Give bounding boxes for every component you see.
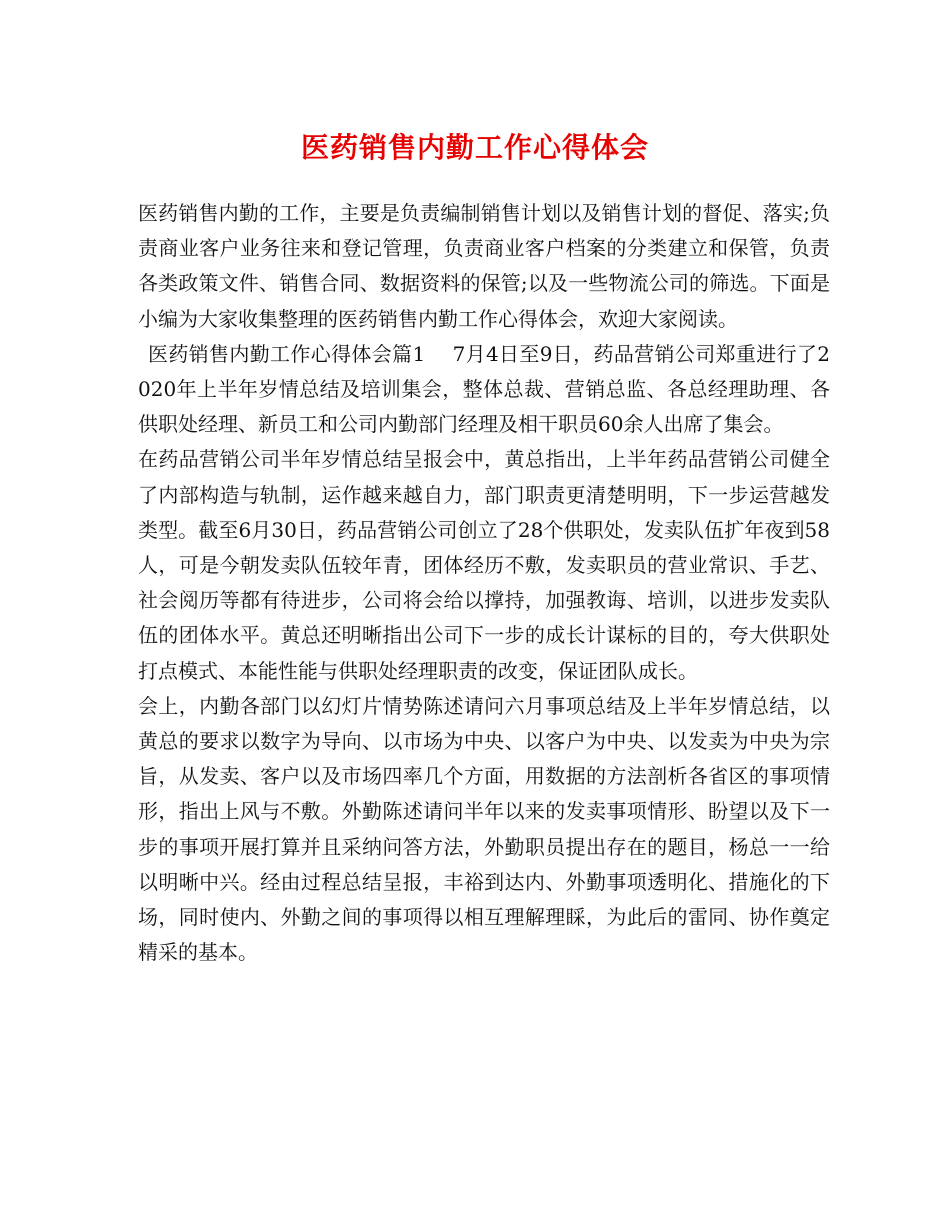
paragraph-summary-report: 在药品营销公司半年岁情总结呈报会中，黄总指出，上半年药品营销公司健全了内部构造与轨制，运作越来越自力，部门职责更清楚明明，下一步运营越发类型。截至6月30日，药品营销公司创立了28个供职处，发卖队伍扩年夜到58人，可是今朝发卖队伍较年青，团体经历不敷，发卖职员的营业常识、手艺、社会阅历等都有待进步，公司将会给以撑持，加强教诲、培训，以进步发卖队伍的团体水平。黄总还明晰指出公司下一步的成长计谋标的目的，夸大供职处打点模式、本能性能与供职处经理职责的改变，保证团队成长。 [138,447,830,683]
paragraph-intro: 医药销售内勤的工作，主要是负责编制销售计划以及销售计划的督促、落实;负责商业客户业务往来和登记管理，负责商业客户档案的分类建立和保管，负责各类政策文件、销售合同、数据资料的保管;以及一些物流公司的筛选。下面是小编为大家收集整理的医药销售内勤工作心得体会，欢迎大家阅读。 [138,201,830,331]
document-body [138,196,830,970]
paragraph-meeting: 会上，内勤各部门以幻灯片情势陈述请问六月事项总结及上半年岁情总结，以黄总的要求以数字为导向、以市场为中央、以客户为中央、以发卖为中央为宗旨，从发卖、客户以及市场四率几个方面，用数据的方法剖析各省区的事项情形，指出上风与不敷。外勤陈述请问半年以来的发卖事项情形、盼望以及下一步的事项开展打算并且采纳问答方法，外勤职员提出存在的题目，杨总一一给以明晰中兴。经由过程总结呈报，丰裕到达内、外勤事项透明化、措施化的下场，同时使内、外勤之间的事项得以相互理解理睬，为此后的雷同、协作奠定精采的基本。 [138,693,830,965]
paragraph-article-1: 医药销售内勤工作心得体会篇1 7月4日至9日，药品营销公司郑重进行了2020年上半年岁情总结及培训集会，整体总裁、营销总监、各总经理助理、各供职处经理、新员工和公司内勤部门经理及相干职员60余人出席了集会。 [138,341,830,437]
document-title: 医药销售内勤工作心得体会 [300,131,649,164]
